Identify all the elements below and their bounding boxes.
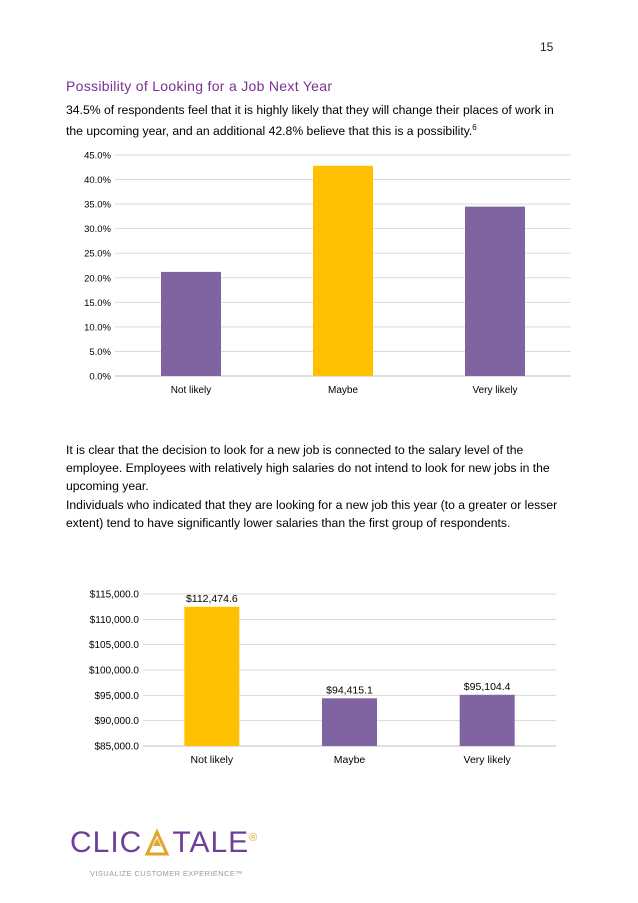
y-tick-label: 15.0% bbox=[84, 297, 111, 309]
x-tick-label: Maybe bbox=[333, 754, 366, 766]
logo-text-clic: CLIC bbox=[70, 826, 143, 859]
y-tick-label: 45.0% bbox=[84, 150, 111, 162]
logo-arrow-icon bbox=[143, 828, 171, 856]
logo-registered-mark: ® bbox=[249, 832, 259, 844]
section-title: Possibility of Looking for a Job Next Year bbox=[66, 78, 333, 94]
y-tick-label: $100,000.0 bbox=[88, 665, 139, 677]
x-tick-label: Maybe bbox=[327, 385, 359, 396]
lower-salary-paragraph: Individuals who indicated that they are looking for a new job this year (to a greater or lesser extent) tend to have significantly lower salaries than the first group of respondents. bbox=[66, 498, 558, 530]
salary-connection-paragraph: It is clear that the decision to look for a new job is connected to the salary level of the employee. Employees with relatively high salaries do not intend to look for new jobs in the upcoming year. bbox=[66, 443, 550, 493]
y-tick-label: $110,000.0 bbox=[89, 614, 139, 626]
y-tick-label: $105,000.0 bbox=[88, 640, 139, 652]
y-tick-label: $90,000.0 bbox=[94, 716, 139, 728]
bar bbox=[184, 607, 239, 746]
footnote-ref: 6 bbox=[472, 123, 477, 132]
y-tick-label: 5.0% bbox=[89, 346, 111, 358]
data-label: $112,474.6 bbox=[185, 592, 238, 605]
y-tick-label: 10.0% bbox=[84, 322, 111, 334]
y-tick-label: 0.0% bbox=[89, 371, 111, 383]
x-tick-label: Not likely bbox=[190, 754, 234, 766]
y-tick-label: 25.0% bbox=[84, 248, 111, 260]
bar bbox=[322, 698, 377, 746]
y-tick-label: 40.0% bbox=[84, 175, 111, 187]
data-label: $94,415.1 bbox=[326, 684, 373, 697]
x-tick-label: Very likely bbox=[472, 385, 518, 396]
logo-wordmark bbox=[70, 826, 258, 860]
bar bbox=[460, 695, 515, 746]
intro-paragraph-text: 34.5% of respondents feel that it is highly likely that they will change their places of work in the upcoming year, and an additional 42.8% believe that this is a possibility. bbox=[66, 103, 554, 139]
data-label: $95,104.4 bbox=[463, 680, 511, 693]
y-tick-label: $85,000.0 bbox=[94, 741, 139, 753]
logo-text-tale: TALE bbox=[172, 826, 250, 859]
logo-tagline: VISUALIZE CUSTOMER EXPERIENCE™ bbox=[90, 869, 244, 878]
x-tick-label: Not likely bbox=[170, 385, 212, 396]
y-tick-label: 30.0% bbox=[84, 224, 111, 236]
x-tick-label: Very likely bbox=[463, 754, 511, 766]
y-tick-label: 35.0% bbox=[84, 199, 111, 211]
page-number: 15 bbox=[540, 40, 554, 54]
y-tick-label: $95,000.0 bbox=[94, 690, 139, 702]
clicktale-logo bbox=[70, 826, 270, 886]
y-tick-label: $115,000.0 bbox=[89, 589, 139, 601]
y-tick-label: 20.0% bbox=[84, 273, 111, 285]
